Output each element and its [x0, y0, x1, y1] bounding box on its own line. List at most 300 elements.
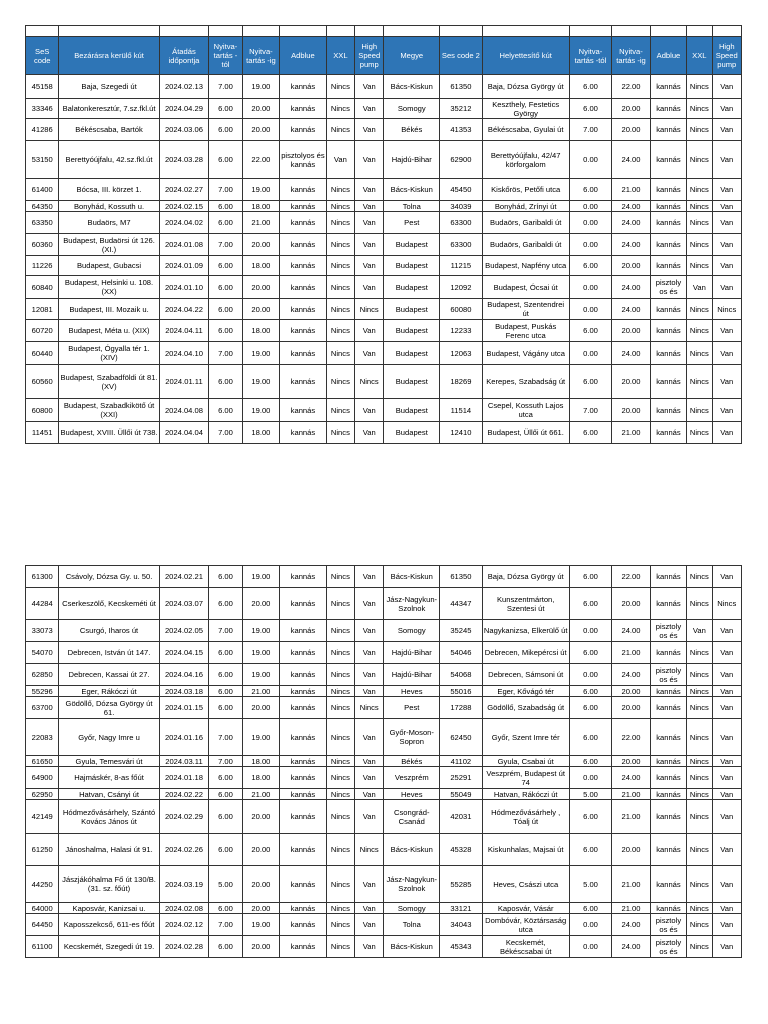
- county-cell: Pest: [384, 697, 440, 719]
- repl-adblue-cell: pisztoly os és: [650, 276, 686, 299]
- repl-open-to-cell: 20.00: [612, 834, 650, 866]
- repl-open-from-cell: 6.00: [569, 834, 612, 866]
- xxl-cell: Nincs: [326, 756, 354, 767]
- ses-code-cell: 60720: [26, 320, 59, 342]
- handover-date-cell: 2024.02.22: [159, 789, 209, 800]
- repl-adblue-cell: kannás: [650, 179, 686, 201]
- open-from-cell: 7.00: [209, 234, 242, 256]
- table-row: [26, 800, 742, 834]
- ses-code-2-cell: 61350: [440, 566, 483, 588]
- replacement-station-cell: Győr, Szent Imre tér: [482, 719, 569, 756]
- ses-code-cell: 63350: [26, 212, 59, 234]
- ses-code-2-cell: 55016: [440, 686, 483, 697]
- table-row: [26, 422, 742, 444]
- replacement-station-cell: Kiskőrös, Petőfi utca: [482, 179, 569, 201]
- replacement-station-cell: Budapest, Szentendrei út: [482, 299, 569, 320]
- table-row: [26, 365, 742, 399]
- xxl-cell: Nincs: [326, 276, 354, 299]
- county-cell: Hajdú-Bihar: [384, 642, 440, 664]
- handover-date-cell: 2024.02.29: [159, 800, 209, 834]
- table-row: [26, 719, 742, 756]
- closing-station-cell: Baja, Szegedi út: [59, 75, 159, 99]
- repl-xxl-cell: Nincs: [687, 664, 712, 686]
- repl-open-from-cell: 6.00: [569, 686, 612, 697]
- handover-date-cell: 2024.02.05: [159, 620, 209, 642]
- ses-code-2-cell: 11215: [440, 256, 483, 276]
- repl-high-speed-pump-cell: Van: [712, 342, 742, 365]
- repl-open-to-cell: 22.00: [612, 566, 650, 588]
- county-cell: Tolna: [384, 914, 440, 936]
- header-repl-high-speed-pump: High Speed pump: [712, 37, 742, 75]
- repl-open-to-cell: 21.00: [612, 866, 650, 903]
- replacement-station-cell: Budapest, Puskás Ferenc utca: [482, 320, 569, 342]
- xxl-cell: Nincs: [326, 256, 354, 276]
- county-cell: Budapest: [384, 342, 440, 365]
- high-speed-pump-cell: Van: [355, 179, 384, 201]
- table-row: [26, 936, 742, 958]
- repl-xxl-cell: Nincs: [687, 566, 712, 588]
- repl-high-speed-pump-cell: Van: [712, 914, 742, 936]
- high-speed-pump-cell: Van: [355, 234, 384, 256]
- header-xxl: XXL: [326, 37, 354, 75]
- repl-adblue-cell: kannás: [650, 141, 686, 179]
- ses-code-2-cell: 41102: [440, 756, 483, 767]
- spacer-cell: [687, 26, 712, 37]
- closing-station-cell: Budapest, Gubacsi: [59, 256, 159, 276]
- open-from-cell: 6.00: [209, 936, 242, 958]
- county-cell: Bács-Kiskun: [384, 75, 440, 99]
- repl-high-speed-pump-cell: Van: [712, 320, 742, 342]
- closing-station-cell: Budapest, XVIII. Üllői út 738.: [59, 422, 159, 444]
- repl-open-to-cell: 24.00: [612, 914, 650, 936]
- repl-high-speed-pump-cell: Van: [712, 119, 742, 141]
- open-from-cell: 6.00: [209, 201, 242, 212]
- high-speed-pump-cell: Van: [355, 719, 384, 756]
- replacement-station-cell: Veszprém, Budapest út 74: [482, 767, 569, 789]
- replacement-station-cell: Kaposvár, Vásár: [482, 903, 569, 914]
- county-cell: Budapest: [384, 399, 440, 422]
- open-from-cell: 6.00: [209, 99, 242, 119]
- adblue-cell: kannás: [280, 256, 327, 276]
- county-cell: Békés: [384, 756, 440, 767]
- open-from-cell: 7.00: [209, 75, 242, 99]
- adblue-cell: kannás: [280, 342, 327, 365]
- replacement-station-cell: Hódmezővásárhely , Tóalj út: [482, 800, 569, 834]
- replacement-station-cell: Hatvan, Rákóczi út: [482, 789, 569, 800]
- adblue-cell: kannás: [280, 566, 327, 588]
- open-from-cell: 6.00: [209, 686, 242, 697]
- repl-open-to-cell: 20.00: [612, 588, 650, 620]
- xxl-cell: Nincs: [326, 399, 354, 422]
- ses-code-2-cell: 12233: [440, 320, 483, 342]
- repl-adblue-cell: kannás: [650, 767, 686, 789]
- high-speed-pump-cell: Van: [355, 800, 384, 834]
- ses-code-cell: 45158: [26, 75, 59, 99]
- repl-xxl-cell: Nincs: [687, 800, 712, 834]
- repl-xxl-cell: Nincs: [687, 365, 712, 399]
- closing-station-cell: Budapest, Szabadkikötő út (XXI): [59, 399, 159, 422]
- repl-adblue-cell: kannás: [650, 212, 686, 234]
- closing-station-cell: Balatonkeresztúr, 7.sz.fkl.út: [59, 99, 159, 119]
- high-speed-pump-cell: Nincs: [355, 365, 384, 399]
- open-from-cell: 6.00: [209, 141, 242, 179]
- ses-code-cell: 11226: [26, 256, 59, 276]
- adblue-cell: kannás: [280, 936, 327, 958]
- spacer-cell: [712, 26, 742, 37]
- table-row: [26, 697, 742, 719]
- replacement-station-cell: Debrecen, Sámsoni út: [482, 664, 569, 686]
- closing-station-cell: Jánoshalma, Halasi út 91.: [59, 834, 159, 866]
- adblue-cell: kannás: [280, 620, 327, 642]
- open-to-cell: 20.00: [242, 276, 279, 299]
- repl-adblue-cell: kannás: [650, 342, 686, 365]
- county-cell: Budapest: [384, 234, 440, 256]
- repl-high-speed-pump-cell: Van: [712, 234, 742, 256]
- repl-xxl-cell: Nincs: [687, 422, 712, 444]
- repl-xxl-cell: Nincs: [687, 866, 712, 903]
- repl-open-from-cell: 6.00: [569, 256, 612, 276]
- adblue-cell: kannás: [280, 201, 327, 212]
- handover-date-cell: 2024.02.15: [159, 201, 209, 212]
- xxl-cell: Nincs: [326, 914, 354, 936]
- ses-code-2-cell: 63300: [440, 234, 483, 256]
- repl-high-speed-pump-cell: Van: [712, 866, 742, 903]
- repl-adblue-cell: kannás: [650, 789, 686, 800]
- ses-code-2-cell: 35245: [440, 620, 483, 642]
- repl-open-to-cell: 20.00: [612, 256, 650, 276]
- repl-open-from-cell: 0.00: [569, 620, 612, 642]
- adblue-cell: kannás: [280, 903, 327, 914]
- stations-table-2: [25, 565, 742, 958]
- ses-code-2-cell: 45343: [440, 936, 483, 958]
- handover-date-cell: 2024.04.04: [159, 422, 209, 444]
- open-to-cell: 22.00: [242, 141, 279, 179]
- ses-code-2-cell: 55049: [440, 789, 483, 800]
- table-row: [26, 399, 742, 422]
- repl-open-from-cell: 6.00: [569, 697, 612, 719]
- repl-xxl-cell: Nincs: [687, 119, 712, 141]
- repl-adblue-cell: kannás: [650, 566, 686, 588]
- table-row: [26, 201, 742, 212]
- high-speed-pump-cell: Van: [355, 99, 384, 119]
- closing-station-cell: Debrecen, Kassai út 27.: [59, 664, 159, 686]
- handover-date-cell: 2024.02.13: [159, 75, 209, 99]
- repl-adblue-cell: kannás: [650, 201, 686, 212]
- adblue-cell: pisztolyos és kannás: [280, 141, 327, 179]
- open-from-cell: 6.00: [209, 566, 242, 588]
- repl-adblue-cell: kannás: [650, 256, 686, 276]
- table-row: [26, 99, 742, 119]
- open-to-cell: 19.00: [242, 179, 279, 201]
- xxl-cell: Nincs: [326, 119, 354, 141]
- repl-xxl-cell: Nincs: [687, 697, 712, 719]
- repl-open-to-cell: 21.00: [612, 642, 650, 664]
- handover-date-cell: 2024.02.21: [159, 566, 209, 588]
- county-cell: Hajdú-Bihar: [384, 664, 440, 686]
- ses-code-2-cell: 12092: [440, 276, 483, 299]
- handover-date-cell: 2024.01.10: [159, 276, 209, 299]
- table-row: [26, 914, 742, 936]
- adblue-cell: kannás: [280, 866, 327, 903]
- ses-code-cell: 61250: [26, 834, 59, 866]
- high-speed-pump-cell: Van: [355, 767, 384, 789]
- repl-adblue-cell: pisztoly os és: [650, 664, 686, 686]
- xxl-cell: Nincs: [326, 686, 354, 697]
- repl-high-speed-pump-cell: Van: [712, 664, 742, 686]
- high-speed-pump-cell: Van: [355, 789, 384, 800]
- xxl-cell: Nincs: [326, 767, 354, 789]
- closing-station-cell: Csurgó, Iharos út: [59, 620, 159, 642]
- closing-station-cell: Budaörs, M7: [59, 212, 159, 234]
- high-speed-pump-cell: Van: [355, 256, 384, 276]
- handover-date-cell: 2024.03.07: [159, 588, 209, 620]
- replacement-station-cell: Baja, Dózsa György út: [482, 75, 569, 99]
- open-from-cell: 7.00: [209, 342, 242, 365]
- high-speed-pump-cell: Van: [355, 566, 384, 588]
- repl-high-speed-pump-cell: Van: [712, 422, 742, 444]
- open-to-cell: 20.00: [242, 588, 279, 620]
- repl-xxl-cell: Nincs: [687, 212, 712, 234]
- repl-high-speed-pump-cell: Van: [712, 179, 742, 201]
- xxl-cell: Nincs: [326, 212, 354, 234]
- high-speed-pump-cell: Van: [355, 212, 384, 234]
- xxl-cell: Nincs: [326, 320, 354, 342]
- closing-station-cell: Kecskemét, Szegedi út 19.: [59, 936, 159, 958]
- high-speed-pump-cell: Van: [355, 320, 384, 342]
- repl-xxl-cell: Nincs: [687, 141, 712, 179]
- ses-code-2-cell: 34039: [440, 201, 483, 212]
- closing-station-cell: Bócsa, III. körzet 1.: [59, 179, 159, 201]
- repl-open-from-cell: 0.00: [569, 767, 612, 789]
- ses-code-cell: 62850: [26, 664, 59, 686]
- open-to-cell: 20.00: [242, 697, 279, 719]
- repl-open-to-cell: 24.00: [612, 767, 650, 789]
- county-cell: Budapest: [384, 299, 440, 320]
- ses-code-2-cell: 42031: [440, 800, 483, 834]
- spacer-cell: [59, 26, 159, 37]
- repl-adblue-cell: kannás: [650, 365, 686, 399]
- repl-open-from-cell: 6.00: [569, 903, 612, 914]
- open-from-cell: 6.00: [209, 664, 242, 686]
- repl-adblue-cell: kannás: [650, 800, 686, 834]
- header-repl-open-to: Nyitva-tartás -ig: [612, 37, 650, 75]
- repl-open-from-cell: 0.00: [569, 664, 612, 686]
- repl-open-to-cell: 20.00: [612, 119, 650, 141]
- table-row: [26, 299, 742, 320]
- repl-high-speed-pump-cell: Van: [712, 620, 742, 642]
- repl-open-from-cell: 6.00: [569, 800, 612, 834]
- ses-code-cell: 60560: [26, 365, 59, 399]
- adblue-cell: kannás: [280, 119, 327, 141]
- xxl-cell: Nincs: [326, 642, 354, 664]
- repl-xxl-cell: Nincs: [687, 99, 712, 119]
- xxl-cell: Van: [326, 141, 354, 179]
- xxl-cell: Nincs: [326, 99, 354, 119]
- closing-station-cell: Bonyhád, Kossuth u.: [59, 201, 159, 212]
- table-row: [26, 903, 742, 914]
- handover-date-cell: 2024.02.08: [159, 903, 209, 914]
- handover-date-cell: 2024.01.09: [159, 256, 209, 276]
- table-row: [26, 789, 742, 800]
- ses-code-cell: 41286: [26, 119, 59, 141]
- closing-station-cell: Hajmáskér, 8-as főút: [59, 767, 159, 789]
- handover-date-cell: 2024.03.19: [159, 866, 209, 903]
- xxl-cell: Nincs: [326, 936, 354, 958]
- repl-high-speed-pump-cell: Van: [712, 566, 742, 588]
- repl-xxl-cell: Van: [687, 620, 712, 642]
- repl-open-from-cell: 0.00: [569, 936, 612, 958]
- repl-adblue-cell: kannás: [650, 422, 686, 444]
- handover-date-cell: 2024.01.15: [159, 697, 209, 719]
- high-speed-pump-cell: Van: [355, 201, 384, 212]
- county-cell: Bács-Kiskun: [384, 834, 440, 866]
- ses-code-cell: 60800: [26, 399, 59, 422]
- ses-code-2-cell: 17288: [440, 697, 483, 719]
- adblue-cell: kannás: [280, 234, 327, 256]
- ses-code-2-cell: 62450: [440, 719, 483, 756]
- adblue-cell: kannás: [280, 75, 327, 99]
- open-from-cell: 7.00: [209, 179, 242, 201]
- open-to-cell: 19.00: [242, 566, 279, 588]
- open-to-cell: 20.00: [242, 834, 279, 866]
- open-to-cell: 20.00: [242, 299, 279, 320]
- open-to-cell: 20.00: [242, 119, 279, 141]
- repl-xxl-cell: Nincs: [687, 179, 712, 201]
- county-cell: Csongrád-Csanád: [384, 800, 440, 834]
- stations-table-1: [25, 25, 742, 444]
- open-from-cell: 6.00: [209, 834, 242, 866]
- spacer-cell: [326, 26, 354, 37]
- repl-open-from-cell: 0.00: [569, 276, 612, 299]
- ses-code-cell: 64350: [26, 201, 59, 212]
- repl-open-to-cell: 24.00: [612, 936, 650, 958]
- open-from-cell: 6.00: [209, 276, 242, 299]
- closing-station-cell: Berettyóújfalu, 42.sz.fkl.út: [59, 141, 159, 179]
- ses-code-cell: 60360: [26, 234, 59, 256]
- table-row: [26, 234, 742, 256]
- open-from-cell: 6.00: [209, 642, 242, 664]
- repl-adblue-cell: kannás: [650, 686, 686, 697]
- repl-open-to-cell: 24.00: [612, 212, 650, 234]
- table-row: [26, 566, 742, 588]
- repl-adblue-cell: kannás: [650, 234, 686, 256]
- repl-xxl-cell: Nincs: [687, 914, 712, 936]
- ses-code-2-cell: 44347: [440, 588, 483, 620]
- high-speed-pump-cell: Nincs: [355, 299, 384, 320]
- replacement-station-cell: Bonyhád, Zrínyi út: [482, 201, 569, 212]
- open-from-cell: 7.00: [209, 756, 242, 767]
- ses-code-cell: 60440: [26, 342, 59, 365]
- table-row: [26, 642, 742, 664]
- open-to-cell: 20.00: [242, 800, 279, 834]
- open-from-cell: 7.00: [209, 719, 242, 756]
- repl-xxl-cell: Nincs: [687, 686, 712, 697]
- open-to-cell: 18.00: [242, 756, 279, 767]
- table-row: [26, 620, 742, 642]
- repl-open-to-cell: 20.00: [612, 320, 650, 342]
- ses-code-2-cell: 54046: [440, 642, 483, 664]
- repl-adblue-cell: kannás: [650, 642, 686, 664]
- closing-station-cell: Gödöllő, Dózsa György út 61.: [59, 697, 159, 719]
- open-from-cell: 6.00: [209, 800, 242, 834]
- repl-open-from-cell: 5.00: [569, 866, 612, 903]
- repl-high-speed-pump-cell: Van: [712, 719, 742, 756]
- xxl-cell: Nincs: [326, 800, 354, 834]
- county-cell: Győr-Moson-Sopron: [384, 719, 440, 756]
- ses-code-cell: 33346: [26, 99, 59, 119]
- repl-high-speed-pump-cell: Van: [712, 686, 742, 697]
- adblue-cell: kannás: [280, 914, 327, 936]
- xxl-cell: Nincs: [326, 697, 354, 719]
- table-row: [26, 834, 742, 866]
- closing-station-cell: Cserkeszölő, Kecskeméti út: [59, 588, 159, 620]
- repl-open-from-cell: 6.00: [569, 179, 612, 201]
- high-speed-pump-cell: Van: [355, 936, 384, 958]
- ses-code-2-cell: 34043: [440, 914, 483, 936]
- repl-adblue-cell: kannás: [650, 834, 686, 866]
- ses-code-cell: 62950: [26, 789, 59, 800]
- xxl-cell: Nincs: [326, 789, 354, 800]
- table-row: [26, 866, 742, 903]
- open-to-cell: 21.00: [242, 686, 279, 697]
- header-row: [26, 37, 742, 75]
- repl-adblue-cell: kannás: [650, 299, 686, 320]
- header-spacer-row: [26, 26, 742, 37]
- table-row: [26, 664, 742, 686]
- open-from-cell: 6.00: [209, 256, 242, 276]
- repl-open-to-cell: 21.00: [612, 789, 650, 800]
- high-speed-pump-cell: Van: [355, 399, 384, 422]
- ses-code-2-cell: 33121: [440, 903, 483, 914]
- repl-xxl-cell: Nincs: [687, 342, 712, 365]
- ses-code-cell: 55296: [26, 686, 59, 697]
- repl-xxl-cell: Nincs: [687, 75, 712, 99]
- open-from-cell: 7.00: [209, 620, 242, 642]
- repl-open-to-cell: 24.00: [612, 141, 650, 179]
- repl-open-to-cell: 21.00: [612, 422, 650, 444]
- open-to-cell: 19.00: [242, 75, 279, 99]
- header-ses-code-2: Ses code 2: [440, 37, 483, 75]
- adblue-cell: kannás: [280, 365, 327, 399]
- repl-xxl-cell: Nincs: [687, 719, 712, 756]
- header-repl-xxl: XXL: [687, 37, 712, 75]
- repl-xxl-cell: Nincs: [687, 234, 712, 256]
- handover-date-cell: 2024.03.28: [159, 141, 209, 179]
- repl-high-speed-pump-cell: Van: [712, 800, 742, 834]
- repl-high-speed-pump-cell: Van: [712, 903, 742, 914]
- adblue-cell: kannás: [280, 686, 327, 697]
- repl-open-to-cell: 24.00: [612, 276, 650, 299]
- spacer-cell: [569, 26, 612, 37]
- closing-station-cell: Debrecen, István út 147.: [59, 642, 159, 664]
- county-cell: Heves: [384, 789, 440, 800]
- repl-high-speed-pump-cell: Van: [712, 399, 742, 422]
- repl-xxl-cell: Nincs: [687, 903, 712, 914]
- ses-code-cell: 22083: [26, 719, 59, 756]
- county-cell: Somogy: [384, 903, 440, 914]
- open-to-cell: 20.00: [242, 936, 279, 958]
- closing-station-cell: Jászjákóhalma Fő út 130/B. (31. sz. főút): [59, 866, 159, 903]
- spacer-cell: [209, 26, 242, 37]
- table-row: [26, 276, 742, 299]
- repl-xxl-cell: Nincs: [687, 767, 712, 789]
- repl-adblue-cell: kannás: [650, 866, 686, 903]
- handover-date-cell: 2024.04.11: [159, 320, 209, 342]
- high-speed-pump-cell: Van: [355, 756, 384, 767]
- table-row: [26, 119, 742, 141]
- spacer-cell: [482, 26, 569, 37]
- ses-code-cell: 12081: [26, 299, 59, 320]
